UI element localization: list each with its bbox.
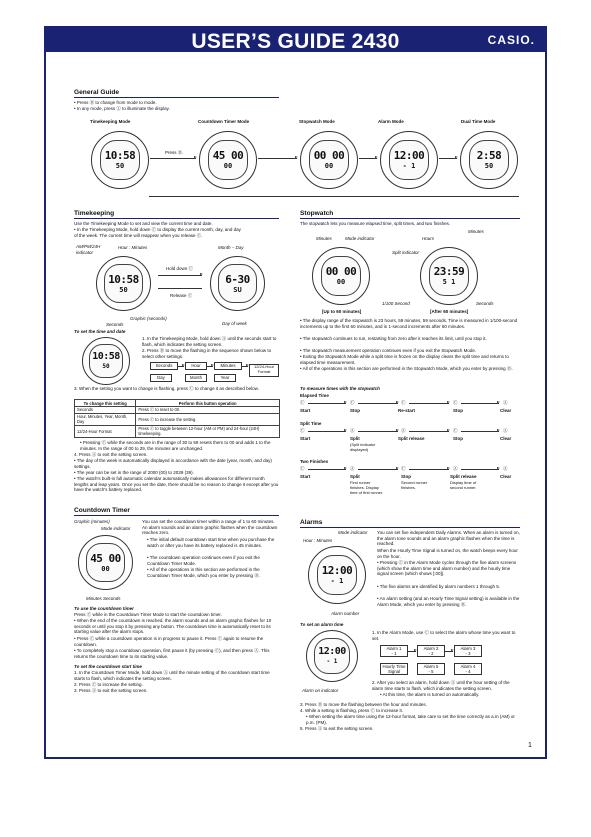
alarm-step-3: 3. Press Ⓑ to move the flashing between the hour and minutes.	[300, 702, 427, 707]
alarms-p3: • Pressing Ⓒ in the Alarm Mode cycles through the five alarm screens (which show the alarm time and alarm number) and the hourly time signal screen (which shows [:00]).	[377, 560, 517, 577]
label-alarm-number: Alarm number	[331, 611, 360, 616]
set-step-2: 2. Press Ⓑ to move the flashing in the sequence shown below to select other settings.	[142, 348, 272, 359]
set-note-3: • The year can be set in the range of 2000 (00) to 2039 (39).	[74, 470, 194, 475]
mode-label-timekeeping: Timekeeping Mode	[90, 119, 131, 124]
countdown-rule	[74, 515, 279, 516]
lcd-sub: 50	[115, 162, 125, 171]
label-1-100-second: 1/100 Second	[382, 301, 410, 306]
step-start: Start	[300, 436, 311, 441]
step-start: Start	[300, 474, 311, 479]
alarm-step-2b: • At this time, the alarm is turned on automatically.	[380, 692, 480, 697]
set-step-3: 3. When the setting you want to change is flashing, press Ⓒ to change it as described below.	[74, 386, 259, 391]
watch-timekeeping	[91, 131, 149, 189]
countdown-u3: • Press Ⓒ while a countdown operation is in progress to pause it. Press Ⓒ again to resume the countdown.	[74, 636, 264, 647]
watch-sw-after-60	[420, 247, 478, 305]
countdown-u2: • When the end of the countdown is reached, the alarm sounds and an alarm graphic flashes for 10 seconds or until you stop it by pressing any button. The countdown time is automatically reset to its starting value after the alarm stops.	[74, 618, 272, 635]
hold-arrow	[158, 275, 202, 276]
watch-sw-up-to-60	[312, 247, 370, 305]
set-note-1: • Pressing Ⓒ while the seconds are in the range of 30 to 59 resets them to 00 and adds 1 to the minutes. In the range of 00 to 29, the minutes are unchanged.	[80, 440, 271, 451]
countdown-s1: 1. In the Countdown Timer Mode, hold down Ⓐ until the minute setting of the countdown start time starts to flash, which indicates the setting screen.	[74, 670, 270, 681]
lcd-sub: 50	[102, 363, 110, 371]
table-cell: Press Ⓒ to increase the setting.	[136, 413, 280, 425]
lcd-sub: - 1	[402, 162, 416, 171]
step-clear: Clear	[500, 408, 512, 413]
seq-arrow	[461, 469, 499, 470]
header-banner	[44, 26, 547, 52]
lcd-main: 12:00	[318, 646, 346, 658]
alarm-step-1: 1. In the Alarm Mode, use Ⓒ to select the alarm whose time you want to set.	[372, 630, 516, 641]
stopwatch-note-3: • The stopwatch measurement operation continues even if you exit the Stopwatch Mode.	[300, 348, 477, 353]
general-guide-heading: General Guide	[74, 89, 120, 96]
label-hold-down-c: Hold down Ⓒ	[166, 266, 194, 271]
label-sw-minutes: Minutes	[316, 236, 332, 241]
watch-date-display	[210, 256, 265, 311]
alarms-heading: Alarms	[300, 519, 323, 526]
stopwatch-heading: Stopwatch	[300, 210, 334, 217]
step-stop: Stop	[453, 408, 463, 413]
mode-label-countdown: Countdown Timer Mode	[198, 119, 250, 124]
lcd-sub: 50	[484, 162, 494, 171]
key-c: Ⓒ	[350, 400, 355, 405]
lcd-main: 00 00	[313, 149, 345, 163]
set-step-4: 4. Press Ⓐ to exit the setting screen.	[74, 452, 148, 457]
label-graphic-seconds: Graphic (seconds)	[130, 316, 167, 321]
stopwatch-intro: The stopwatch lets you measure elapsed time, split times, and two finishes.	[300, 221, 451, 226]
seq-arrow	[308, 431, 346, 432]
label-alarm-on-indicator: Alarm on indicator	[302, 688, 339, 693]
general-line-2: • In any mode, press Ⓛ to illuminate the display.	[74, 106, 170, 111]
lcd-sub: 5 1	[442, 278, 456, 287]
lcd-sub: - 1	[330, 577, 344, 586]
seq-minutes: Minutes	[214, 362, 242, 370]
label-sw-mode: Mode indicator	[345, 236, 375, 241]
right-border	[545, 52, 547, 757]
label-sw-minutes-2: Minutes	[468, 229, 484, 234]
timekeeping-intro-3: of the week. The current time will reappear when you release Ⓒ.	[74, 233, 203, 238]
label-day-of-week: Day of week	[222, 321, 247, 326]
watch-dual-time	[460, 131, 518, 189]
stopwatch-note-1: • The display range of the stopwatch is 23 hours, 59 minutes, 59 seconds. Time is measured in 1/100-second increments up to the first 60 minutes, and in 1-second increments after 60 minutes.	[300, 318, 518, 329]
countdown-u4: • To completely stop a countdown operation, first pause it (by pressing Ⓒ), and then press Ⓐ. This returns the countdown time to its starting value.	[74, 648, 270, 659]
table-cell: 12/24-Hour Format	[75, 425, 136, 437]
countdown-p3: • The countdown operation continues even if you exit the Countdown Timer Mode.	[147, 555, 260, 566]
alarm-box-1: Alarm 1 - 1	[380, 645, 408, 657]
alarm-step-5: 5. Press Ⓐ to exit the setting screen.	[300, 726, 374, 731]
lcd-sub: 00	[324, 162, 334, 171]
mode-arrow-4	[439, 158, 457, 159]
countdown-heading: Countdown Timer	[74, 507, 130, 514]
stopwatch-rule	[300, 218, 520, 219]
alarm-box-4: Alarm 4 - 4	[454, 663, 482, 675]
set-step-1: 1. In the Timekeeping Mode, hold down Ⓐ until the seconds start to flash, which indicates the setting screen.	[142, 336, 277, 347]
label-alarm-hour-min: Hour : Minutes	[303, 538, 333, 543]
timekeeping-intro-1: Use the Timekeeping Mode to set and view the current time and date.	[74, 221, 213, 226]
alarm-step-2: 2. After you select an alarm, hold down Ⓐ until the hour setting of the alarm time starts to flash, which indicates the setting screen.	[372, 680, 510, 691]
mode-label-alarm: Alarm Mode	[378, 119, 404, 124]
label-split-indicator: Split indicator	[392, 250, 420, 255]
release-arrow	[158, 288, 202, 289]
key-c: Ⓒ	[300, 400, 305, 405]
table-cell: Press Ⓒ to reset to 00.	[136, 406, 280, 413]
key-a: Ⓐ	[453, 466, 458, 471]
alarm-box-3: Alarm 3 - 3	[454, 645, 482, 657]
seq-arrow	[358, 431, 398, 432]
table-row	[75, 406, 280, 413]
table-cell: Hour, Minutes, Year, Month, Day	[75, 413, 136, 425]
label-release-c: Release Ⓒ	[170, 293, 193, 298]
set-note-4: • The watch's built-in full automatic calendar automatically makes allowances for different month lengths and leap years. Once you set the date, there should be no reason to change it except after you have the watch's battery replaced.	[74, 476, 279, 493]
watch-countdown-display	[78, 535, 133, 590]
table-header-row	[75, 400, 280, 407]
alarms-p2: When the Hourly Time Signal is turned on, the watch beeps every hour on the hour.	[377, 548, 518, 559]
seq-arrow	[178, 366, 184, 367]
table-cell: Press Ⓒ to toggle between 12-hour (AM or PM) and 24-hour (24H) timekeeping.	[136, 425, 280, 437]
seq-seconds: Seconds	[150, 362, 178, 370]
key-c: Ⓒ	[401, 466, 406, 471]
lcd-main: 10:58	[92, 351, 120, 363]
watch-alarm	[380, 131, 438, 189]
seq-12-24-format: 12/24-Hour Format	[249, 364, 279, 377]
lcd-main: 10:58	[108, 272, 139, 286]
split-indicator-note: (Split indicator displayed)	[350, 442, 376, 452]
alarm-box-5: Alarm 5 - 5	[417, 663, 445, 675]
countdown-u1: Press Ⓒ while in the Countdown Timer Mode to start the countdown timer.	[74, 612, 222, 617]
watch-alarm-display	[308, 546, 366, 604]
step-split: Split	[350, 436, 360, 441]
key-c: Ⓒ	[453, 428, 458, 433]
watch-countdown	[199, 131, 257, 189]
mode-label-dual-time: Dual Time Mode	[461, 119, 496, 124]
lcd-sub: SU	[233, 285, 242, 294]
seq-day: Day	[150, 374, 172, 382]
table-header-cell: Perform this button operation	[136, 400, 280, 407]
caption-up-to-60: [Up to 60 minutes]	[322, 309, 362, 314]
caption-after-60: [After 60 minutes]	[430, 309, 469, 314]
set-countdown-heading: To set the countdown start time	[74, 664, 142, 669]
lcd-main: 10:58	[104, 149, 136, 163]
first-runner-note: First runner finishes. Display time of first runner.	[350, 480, 384, 495]
table-header-cell: To change this setting	[75, 400, 136, 407]
alarm-step-4b: • When setting the alarm time using the 12-hour format, take care to set the time correctly as a.m (AM) or p.m. (PM).	[306, 714, 515, 725]
timekeeping-intro-2: • In the Timekeeping Mode, hold down Ⓒ to display the current month, day, and day	[74, 227, 241, 232]
split-sequence	[300, 428, 535, 458]
seq-month: Month	[185, 374, 207, 382]
alarms-p1: You can set five independent Daily Alarms. When an alarm is turned on, the alarm tone sounds and an alarm graphic flashes when the time is reached.	[377, 530, 520, 547]
key-c: Ⓒ	[300, 466, 305, 471]
step-split-release: Split release	[450, 474, 477, 479]
key-c: Ⓒ	[401, 400, 406, 405]
mode-return-line	[149, 196, 519, 197]
key-c: Ⓒ	[453, 400, 458, 405]
label-sw-hours: Hours	[422, 236, 435, 241]
alarms-rule	[300, 527, 520, 528]
general-line-1: • Press Ⓑ to change from mode to mode.	[74, 100, 157, 105]
seq-arrow	[358, 403, 398, 404]
key-a: Ⓐ	[401, 428, 406, 433]
seq-hour: Hour	[185, 362, 207, 370]
label-seconds: Seconds	[106, 322, 124, 327]
mode-label-stopwatch: Stopwatch Mode	[299, 119, 335, 124]
two-finishes-heading: Two Finishes	[300, 459, 329, 464]
mode-arrow-3	[359, 158, 377, 159]
lcd-main: 2:58	[476, 149, 502, 163]
table-cell: Seconds	[75, 406, 136, 413]
label-month-day: Month – Day	[218, 245, 244, 250]
mode-arrow-1	[150, 158, 196, 159]
alarm-box-2: Alarm 2 - 2	[417, 645, 445, 657]
set-note-2: • The day of the week is automatically displayed in accordance with the date (year, month, and day) settings.	[74, 458, 272, 469]
seq-arrow	[409, 403, 449, 404]
watch-stopwatch	[300, 131, 358, 189]
lcd-main: 6-30	[225, 272, 250, 286]
key-a: Ⓐ	[350, 428, 355, 433]
seq-arrow	[409, 469, 449, 470]
stopwatch-note-2: • The stopwatch continues to run, restarting from zero after it reaches its limit, until you stop it.	[300, 336, 487, 341]
countdown-p1: You can set the countdown timer within a range of 1 to 60 minutes. An alarm sounds and an alarm graphic flashes when the countdown reaches zero.	[142, 519, 278, 536]
seq-arrow	[408, 651, 416, 652]
key-a: Ⓐ	[503, 428, 508, 433]
alarm-box-hourly: Hourly Time Signal	[380, 663, 408, 675]
seq-arrow	[242, 366, 248, 367]
brand-logo: CASIO.	[487, 33, 535, 47]
seq-arrow	[461, 431, 499, 432]
lcd-sub: 00	[101, 564, 110, 573]
lcd-main: 00 00	[325, 265, 357, 279]
stopwatch-note-5: • All of the operations in this section are performed in the Stopwatch Mode, which you enter by pressing Ⓑ.	[300, 366, 513, 371]
two-finishes-sequence	[300, 466, 535, 498]
timekeeping-rule	[74, 218, 279, 219]
lcd-main: 45 00	[212, 149, 244, 163]
lcd-sub: 00	[223, 162, 233, 171]
stopwatch-note-4: • Exiting the Stopwatch Mode while a split time is frozen on the display clears the split time and returns to elapsed time measurement.	[300, 354, 509, 365]
countdown-p4: • All of the operations in this section are performed in the Countdown Timer Mode, which you enter by pressing Ⓑ.	[147, 567, 261, 578]
use-countdown-heading: To use the countdown timer	[74, 606, 134, 611]
step-clear: Clear	[500, 474, 512, 479]
step-stop: Stop	[350, 408, 360, 413]
step-restart: Re-start	[398, 408, 416, 413]
setting-table	[74, 399, 280, 438]
bottom-border	[44, 757, 547, 759]
seq-arrow	[308, 403, 346, 404]
split-heading: Split Time	[300, 421, 322, 426]
label-alarm-mode: Mode indicator	[338, 530, 368, 535]
seq-arrow	[207, 366, 213, 367]
step-start: Start	[300, 408, 311, 413]
countdown-p2: • The initial default countdown start time when you purchase the watch or after you have its battery replaced is 45 minutes.	[147, 537, 275, 548]
elapsed-heading: Elapsed Time	[300, 393, 329, 398]
seq-arrow	[445, 651, 453, 652]
set-alarm-heading: To set an alarm time	[300, 622, 344, 627]
elapsed-sequence	[300, 400, 535, 418]
measure-heading: To measure times with the stopwatch	[300, 386, 380, 391]
lcd-sub: - 1	[326, 658, 338, 666]
seq-arrow	[409, 431, 449, 432]
step-split-release: Split release	[398, 436, 425, 441]
lcd-main: 12:00	[321, 564, 353, 578]
label-hour-minutes: Hour : Minutes	[118, 245, 148, 250]
step-stop: Stop	[453, 436, 463, 441]
step-clear: Clear	[500, 436, 512, 441]
seq-arrow	[358, 469, 398, 470]
mode-arrow-2	[258, 158, 297, 159]
label-cd-mode-indicator: Mode indicator	[101, 526, 131, 531]
table-row	[75, 413, 280, 425]
guide-title: USER’S GUIDE 2430	[191, 30, 400, 53]
second-runner-note: Second runner finishes.	[401, 480, 428, 490]
key-a: Ⓐ	[350, 466, 355, 471]
seq-arrow	[461, 403, 499, 404]
lcd-sub: 00	[336, 278, 346, 287]
lcd-main: 23:59	[433, 265, 465, 279]
page-number: 1	[528, 742, 532, 749]
alarms-p4: • The five alarms are identified by alarm numbers 1 through 5.	[377, 584, 501, 589]
seq-arrow	[308, 469, 346, 470]
watch-alarm-setting	[306, 630, 358, 682]
watch-setting-display	[82, 337, 130, 385]
alarm-step-4: 4. While a setting is flashing, press Ⓒ to increase it.	[300, 708, 404, 713]
general-rule	[74, 97, 279, 98]
step-split: Split	[350, 474, 360, 479]
press-b-label: Press Ⓑ.	[165, 150, 184, 155]
set-time-date-heading: To set the time and date	[74, 329, 126, 334]
watch-time-display	[96, 256, 151, 311]
lcd-main: 45 00	[90, 551, 121, 565]
seq-year: Year	[214, 374, 236, 382]
label-minutes-seconds: Minutes Seconds	[86, 596, 121, 601]
step-stop: Stop	[401, 474, 411, 479]
lcd-main: 12:00	[393, 149, 425, 163]
left-border	[44, 52, 46, 757]
second-runner-display-note: Display time of second runner.	[450, 480, 477, 490]
label-graphic-minutes: Graphic (minutes)	[74, 519, 110, 524]
lcd-sub: 50	[119, 285, 128, 294]
countdown-s2: 2. Press Ⓒ to increase the setting.	[74, 682, 143, 687]
alarms-p5: • An alarm setting (and an Hourly Time Signal setting) is available in the Alarm Mode, which you enter by pressing Ⓑ.	[377, 596, 520, 607]
key-a: Ⓐ	[503, 400, 508, 405]
label-ampm: AM/PM/24H indicator	[76, 244, 101, 255]
table-row	[75, 425, 280, 437]
countdown-s3: 3. Press Ⓐ to exit the setting screen.	[74, 688, 148, 693]
label-sw-seconds: Seconds	[476, 301, 494, 306]
key-a: Ⓐ	[503, 466, 508, 471]
key-c: Ⓒ	[300, 428, 305, 433]
timekeeping-heading: Timekeeping	[74, 210, 115, 217]
